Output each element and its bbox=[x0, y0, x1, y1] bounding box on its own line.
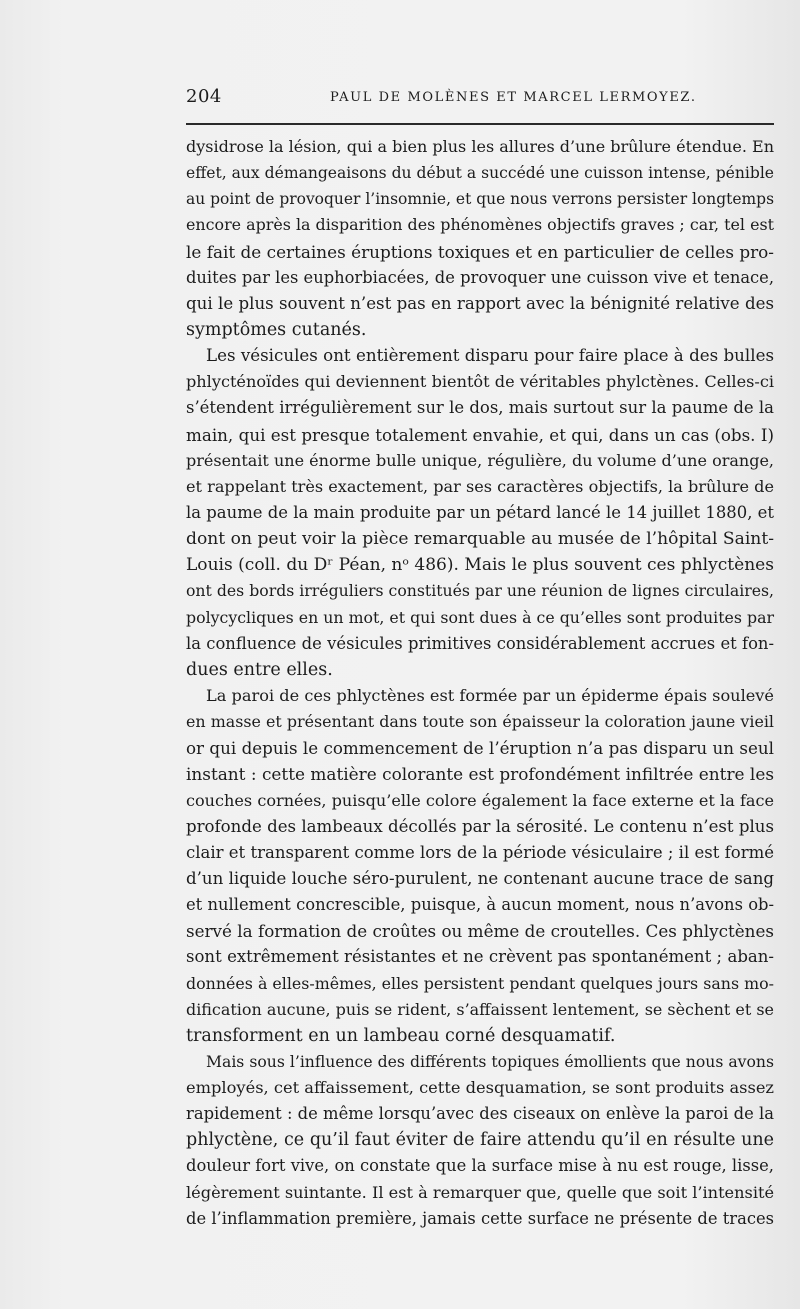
text-line: légèrement suintante. Il est à remarquer que, quelle que soit l’intensité bbox=[186, 1182, 775, 1202]
text-line: servé la formation de croûtes ou même de croutelles. Ces phlyctènes bbox=[186, 921, 774, 942]
text-line: Les vésicules ont entièrement disparu pour faire place à des bulles bbox=[206, 346, 774, 366]
text-line: La paroi de ces phlyctènes est formée par un épiderme épais soulevé bbox=[206, 685, 774, 705]
text-line: dont on peut voir la pièce remarquable au musée de l’hôpital Saint- bbox=[186, 529, 774, 550]
text-line: s’étendent irrégulièrement sur le dos, mais surtout sur la paume de la bbox=[186, 398, 774, 418]
text-line: dysidrose la lésion, qui a bien plus les allures d’une brûlure étendue. En bbox=[186, 137, 774, 156]
text-line: phlyctène, ce qu’il faut éviter de faire attendu qu’il en résulte une bbox=[186, 1130, 774, 1151]
text-line: le fait de certaines éruptions toxiques et en particulier de celles pro- bbox=[186, 241, 774, 262]
text-line: d’un liquide louche séro-purulent, ne contenant aucune trace de sang bbox=[186, 868, 775, 888]
text-line: douleur fort vive, on constate que la surface mise à nu est rouge, lisse, bbox=[186, 1156, 774, 1176]
text-line: profonde des lambeaux décollés par la sérosité. Le contenu n’est plus bbox=[186, 816, 774, 836]
text-line: et rappelant très exactement, par ses caractères objectifs, la brûlure de bbox=[186, 476, 774, 496]
text-line: ont des bords irréguliers constitués par une réunion de lignes circulaires, bbox=[186, 581, 774, 601]
page-header bbox=[186, 86, 774, 110]
text-line: clair et transparent comme lors de la période vésiculaire ; il est formé bbox=[186, 842, 774, 862]
body-text bbox=[186, 134, 774, 1232]
text-line: instant : cette matière colorante est profondément infiltrée entre les bbox=[186, 764, 774, 785]
text-line: main, qui est presque totalement envahie, et qui, dans un cas (obs. I) bbox=[186, 424, 774, 445]
text-line: qui le plus souvent n’est pas en rapport avec la bénignité relative des bbox=[186, 293, 774, 313]
text-line: en masse et présentant dans toute son épaisseur la coloration jaune vieil bbox=[186, 712, 774, 732]
text-line: sont extrêmement résistantes et ne crèvent pas spontanément ; aban- bbox=[186, 947, 774, 967]
text-line: données à elles-mêmes, elles persistent pendant quelques jours sans mo- bbox=[186, 973, 774, 993]
text-line: présentait une énorme bulle unique, régulière, du volume d’une orange, bbox=[186, 450, 774, 470]
text-line: rapidement : de même lorsqu’avec des ciseaux on enlève la paroi de la bbox=[186, 1104, 774, 1124]
text-line: et nullement concrescible, puisque, à aucun moment, nous n’avons ob- bbox=[186, 895, 774, 915]
text-line: duites par les euphorbiacées, de provoquer une cuisson vive et tenace, bbox=[186, 267, 774, 287]
text-line: employés, cet affaissement, cette desquamation, se sont produits assez bbox=[186, 1078, 774, 1098]
running-head: PAUL DE MOLÈNES ET MARCEL LERMOYEZ. bbox=[330, 90, 697, 105]
text-line: dification aucune, puis se rident, s’affaissent lentement, se sèchent et se bbox=[186, 999, 774, 1019]
text-line: or qui depuis le commencement de l’éruption n’a pas disparu un seul bbox=[186, 738, 774, 759]
text-line: dues entre elles. bbox=[186, 659, 333, 680]
text-line: la paume de la main produite par un pétard lancé le 14 juillet 1880, et bbox=[186, 502, 774, 522]
text-line: symptômes cutanés. bbox=[186, 319, 367, 340]
text-line: couches cornées, puisqu’elle colore également la face externe et la face bbox=[186, 790, 774, 810]
text-line: de l’inflammation première, jamais cette surface ne présente de traces bbox=[186, 1208, 774, 1228]
text-line: encore après la disparition des phénomènes objectifs graves ; car, tel est bbox=[186, 215, 774, 235]
text-line: phlycténoïdes qui deviennent bientôt de véritables phylctènes. Celles-ci bbox=[186, 372, 774, 392]
header-rule bbox=[186, 123, 774, 125]
text-line: effet, aux démangeaisons du début a succédé une cuisson intense, pénible bbox=[186, 164, 774, 183]
page-number: 204 bbox=[186, 86, 222, 107]
text-line: transforment en un lambeau corné desquamatif. bbox=[186, 1025, 616, 1046]
text-line: au point de provoquer l’insomnie, et que nous verrons persister longtemps bbox=[186, 190, 775, 209]
text-line: Mais sous l’influence des différents topiques émollients que nous avons bbox=[206, 1051, 774, 1071]
text-line: Louis (coll. du Dʳ Péan, nᵒ 486). Mais le plus souvent ces phlyctènes bbox=[186, 555, 774, 576]
text-line: polycycliques en un mot, et qui sont dues à ce qu’elles sont produites par bbox=[186, 607, 774, 627]
text-line: la confluence de vésicules primitives considérablement accrues et fon- bbox=[186, 633, 774, 653]
